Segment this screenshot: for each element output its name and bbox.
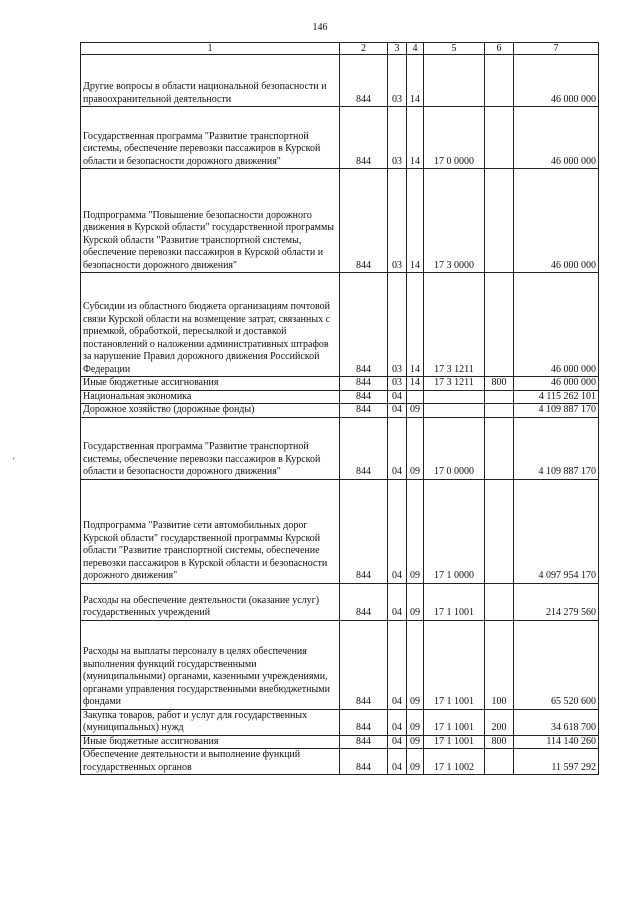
cell-p: 09: [407, 735, 424, 749]
header-cell: 2: [340, 43, 388, 55]
cell-desc: Субсидии из областного бюджета организациям почтовой связи Курской области на возмещение затрат, связанных с приемкой, обработкой, пересылкой и доставкой постановлений о наложении административных штрафов за нарушение Правил дорожного движения Российской Федерации: [81, 273, 340, 377]
header-cell: 7: [514, 43, 599, 55]
cell-target: [424, 55, 485, 107]
cell-code: 844: [340, 404, 388, 418]
cell-amount: 46 000 000: [514, 169, 599, 273]
cell-target: 17 0 0000: [424, 107, 485, 169]
cell-amount: 46 000 000: [514, 55, 599, 107]
table-row: [81, 55, 599, 107]
cell-s: 04: [388, 404, 407, 418]
cell-target: 17 1 1001: [424, 709, 485, 735]
cell-type: [485, 749, 514, 775]
cell-desc: Государственная программа "Развитие транспортной системы, обеспечение перевозки пассажиров в Курской области и безопасности дорожного движения": [81, 417, 340, 479]
table-row: [81, 377, 599, 391]
table-row: [81, 417, 599, 479]
cell-s: 04: [388, 735, 407, 749]
cell-target: 17 1 1001: [424, 735, 485, 749]
cell-code: 844: [340, 749, 388, 775]
cell-p: 14: [407, 107, 424, 169]
page-number: 146: [312, 22, 328, 33]
cell-s: 03: [388, 377, 407, 391]
cell-code: 844: [340, 169, 388, 273]
cell-s: 03: [388, 107, 407, 169]
table-row: [81, 404, 599, 418]
cell-s: 04: [388, 749, 407, 775]
table-row: [81, 107, 599, 169]
cell-amount: 46 000 000: [514, 377, 599, 391]
cell-target: 17 3 1211: [424, 273, 485, 377]
cell-code: 844: [340, 107, 388, 169]
cell-p: 14: [407, 169, 424, 273]
cell-desc: Иные бюджетные ассигнования: [81, 735, 340, 749]
cell-code: 844: [340, 583, 388, 620]
cell-desc: Расходы на обеспечение деятельности (оказание услуг) государственных учреждений: [81, 583, 340, 620]
cell-p: 14: [407, 273, 424, 377]
cell-s: 04: [388, 709, 407, 735]
cell-target: 17 1 1001: [424, 583, 485, 620]
header-cell: 4: [407, 43, 424, 55]
cell-p: [407, 390, 424, 404]
cell-desc: Подпрограмма "Повышение безопасности дорожного движения в Курской области" государственной программы Курской области "Развитие транспортной системы, обеспечение перевозки пассажиров в Курской области и безопасности дорожного движения": [81, 169, 340, 273]
cell-desc: Обеспечение деятельности и выполнение функций государственных органов: [81, 749, 340, 775]
cell-target: 17 3 0000: [424, 169, 485, 273]
table-row: [81, 735, 599, 749]
cell-code: 844: [340, 620, 388, 709]
cell-desc: Расходы на выплаты персоналу в целях обеспечения выполнения функций государственными (муниципальными) органами, казенными учреждениями, органами управления государственными внебюджетными фондами: [81, 620, 340, 709]
header-cell: 3: [388, 43, 407, 55]
cell-code: 844: [340, 55, 388, 107]
cell-amount: 114 140 260: [514, 735, 599, 749]
cell-desc: Закупка товаров, работ и услуг для государственных (муниципальных) нужд: [81, 709, 340, 735]
cell-code: 844: [340, 735, 388, 749]
cell-type: [485, 55, 514, 107]
cell-target: 17 1 1002: [424, 749, 485, 775]
cell-amount: 4 097 954 170: [514, 479, 599, 583]
cell-p: 14: [407, 377, 424, 391]
cell-p: 09: [407, 749, 424, 775]
cell-p: 14: [407, 55, 424, 107]
cell-amount: 65 520 600: [514, 620, 599, 709]
cell-type: [485, 479, 514, 583]
cell-desc: Подпрограмма "Развитие сети автомобильных дорог Курской области" государственной программы Курской области "Развитие транспортной системы, обеспечение перевозки пассажиров в Курской области и безопасности дорожного движения": [81, 479, 340, 583]
cell-p: 09: [407, 583, 424, 620]
cell-type: [485, 273, 514, 377]
cell-p: 09: [407, 709, 424, 735]
table-row: [81, 273, 599, 377]
cell-code: 844: [340, 390, 388, 404]
header-cell: 5: [424, 43, 485, 55]
cell-amount: 4 115 262 101: [514, 390, 599, 404]
cell-type: [485, 417, 514, 479]
header-cell: 1: [81, 43, 340, 55]
cell-amount: 46 000 000: [514, 107, 599, 169]
cell-target: [424, 390, 485, 404]
cell-type: [485, 107, 514, 169]
cell-type: [485, 404, 514, 418]
cell-amount: 11 597 292: [514, 749, 599, 775]
cell-p: 09: [407, 620, 424, 709]
cell-code: 844: [340, 479, 388, 583]
cell-desc: Государственная программа "Развитие транспортной системы, обеспечение перевозки пассажиров в Курской области и безопасности дорожного движения": [81, 107, 340, 169]
cell-target: 17 0 0000: [424, 417, 485, 479]
cell-type: [485, 583, 514, 620]
cell-s: 03: [388, 273, 407, 377]
cell-amount: 46 000 000: [514, 273, 599, 377]
cell-type: [485, 390, 514, 404]
cell-target: 17 1 0000: [424, 479, 485, 583]
table-row: [81, 583, 599, 620]
table-row: [81, 479, 599, 583]
header-row: [81, 43, 599, 55]
cell-code: 844: [340, 709, 388, 735]
table-row: [81, 749, 599, 775]
cell-code: 844: [340, 377, 388, 391]
cell-type: 800: [485, 735, 514, 749]
table-row: [81, 390, 599, 404]
cell-s: 04: [388, 583, 407, 620]
cell-code: 844: [340, 417, 388, 479]
cell-target: [424, 404, 485, 418]
cell-desc: Национальная экономика: [81, 390, 340, 404]
table-row: [81, 169, 599, 273]
cell-type: 100: [485, 620, 514, 709]
cell-type: 800: [485, 377, 514, 391]
cell-target: 17 1 1001: [424, 620, 485, 709]
cell-desc: Иные бюджетные ассигнования: [81, 377, 340, 391]
cell-code: 844: [340, 273, 388, 377]
cell-desc: Дорожное хозяйство (дорожные фонды): [81, 404, 340, 418]
table-row: [81, 620, 599, 709]
cell-s: 04: [388, 390, 407, 404]
cell-s: 04: [388, 479, 407, 583]
cell-s: 03: [388, 169, 407, 273]
cell-amount: 214 279 560: [514, 583, 599, 620]
cell-s: 04: [388, 620, 407, 709]
budget-table: [80, 42, 599, 775]
cell-p: 09: [407, 417, 424, 479]
cell-amount: 4 109 887 170: [514, 404, 599, 418]
cell-type: 200: [485, 709, 514, 735]
stray-mark: ': [13, 456, 15, 466]
header-cell: 6: [485, 43, 514, 55]
cell-amount: 4 109 887 170: [514, 417, 599, 479]
table-row: [81, 709, 599, 735]
cell-s: 04: [388, 417, 407, 479]
cell-desc: Другие вопросы в области национальной безопасности и правоохранительной деятельности: [81, 55, 340, 107]
cell-p: 09: [407, 404, 424, 418]
cell-p: 09: [407, 479, 424, 583]
cell-s: 03: [388, 55, 407, 107]
cell-target: 17 3 1211: [424, 377, 485, 391]
cell-type: [485, 169, 514, 273]
cell-amount: 34 618 700: [514, 709, 599, 735]
